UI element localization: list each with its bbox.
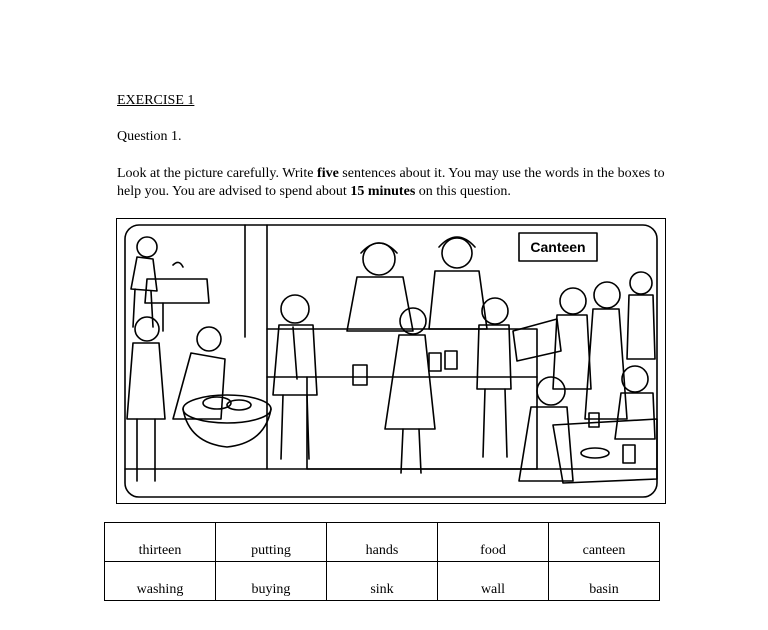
word-cell: putting: [216, 523, 327, 562]
word-cell: food: [438, 523, 549, 562]
word-cell: buying: [216, 562, 327, 601]
girl-at-sink: [137, 237, 157, 257]
instructions-text-3: on this question.: [415, 184, 511, 199]
instructions: [117, 165, 677, 201]
word-table: [104, 522, 660, 601]
word-cell: thirteen: [105, 523, 216, 562]
girl-standing-left: [135, 317, 159, 341]
question-label: Question 1.: [117, 129, 182, 144]
word-cell: hands: [327, 523, 438, 562]
boy-standing-center: [281, 295, 309, 323]
boy-buying: [482, 298, 508, 324]
exercise-title: EXERCISE 1: [117, 93, 195, 108]
instructions-bold-five: five: [317, 166, 339, 181]
word-cell: washing: [105, 562, 216, 601]
girl-eating: [622, 366, 648, 392]
canteen-illustration: [116, 218, 666, 504]
counter: [267, 329, 537, 377]
scene-border: [125, 225, 657, 497]
instructions-text-1: Look at the picture carefully. Write: [117, 166, 318, 181]
canteen-worker-2: [442, 238, 472, 268]
instructions-bold-minutes: 15 minutes: [350, 184, 416, 199]
word-cell: basin: [549, 562, 660, 601]
canteen-drawing: [117, 219, 665, 503]
word-cell: wall: [438, 562, 549, 601]
instructions-text-2: sentences about it. You may use the words in the boxes to help you. You are advised to spend about: [117, 166, 665, 199]
boy-eating: [537, 377, 565, 405]
boy-in-queue: [560, 288, 586, 314]
canteen-sign-text: Canteen: [530, 239, 586, 255]
word-table-row: [105, 562, 660, 601]
boy-washing: [197, 327, 221, 351]
girl-in-queue: [594, 282, 620, 308]
person-back-right: [630, 272, 652, 294]
word-table-row: [105, 523, 660, 562]
word-cell: canteen: [549, 523, 660, 562]
word-cell: sink: [327, 562, 438, 601]
